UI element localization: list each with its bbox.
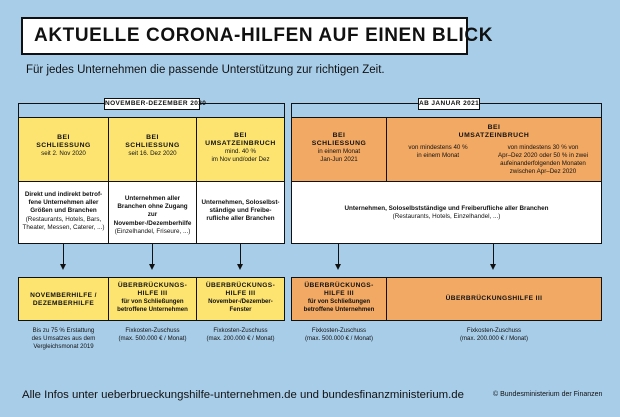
program-subtitle: für von Schließungen betroffene Unternehmen (303, 298, 375, 314)
period-label-nov-dec: NOVEMBER-DEZEMBER 2020 (104, 98, 200, 110)
header-cell-closure-dec (108, 117, 197, 182)
arrow-down-icon (490, 264, 496, 270)
period-label-jan: AB JANUAR 2021 (418, 98, 480, 110)
program-cell-bridging-aid-jan (386, 277, 602, 321)
program-title: ÜBERBRÜCKUNGS- HILFE III (117, 282, 188, 298)
header-title: BEI SCHLIESSUNG (125, 134, 180, 149)
program-subtitle: November-/Dezember- Fenster (208, 298, 273, 314)
info-link-text: Alle Infos unter ueberbrueckungshilfe-unternehmen.de und bundesfinanzministerium.de (22, 389, 464, 401)
description-cell (108, 181, 197, 244)
description-cell (196, 181, 285, 244)
header-title: BEI SCHLIESSUNG (311, 132, 367, 147)
column-footnote: Bis zu 75 % Erstattung des Umsatzes aus dem Vergleichsmonat 2019 (31, 327, 96, 350)
description-examples: (Restaurants, Hotels, Einzelhandel, ...) (392, 213, 501, 221)
description-bold: Direkt und indirekt betrof- fene Unternehmen aller Größen und Branchen (24, 191, 103, 215)
program-title: ÜBERBRÜCKUNGS- HILFE III (205, 282, 276, 298)
header-cell-closure-nov (18, 117, 109, 182)
arrow-line (338, 244, 339, 265)
program-subtitle: für von Schließungen betroffene Unternehmen (117, 298, 188, 314)
arrow-down-icon (149, 264, 155, 270)
arrow-down-icon (60, 264, 66, 270)
program-title: NOVEMBERHILFE / DEZEMBERHILFE (30, 292, 97, 308)
column-footnote: Fixkosten-Zuschuss (max. 500.000 € / Monat) (118, 327, 187, 342)
description-bold: Unternehmen aller Branchen ohne Zugang zur November-/Dezemberhilfe (113, 195, 192, 227)
description-examples: (Einzelhandel, Friseure, ...) (114, 227, 191, 235)
header-subtitle: seit 2. Nov 2020 (41, 150, 86, 157)
column-footnote: Fixkosten-Zuschuss (max. 500.000 € / Monat) (304, 327, 374, 342)
arrow-down-icon (335, 264, 341, 270)
period-bracket-tick-left (18, 103, 19, 117)
program-cell-bridging-aid-closure (108, 277, 197, 321)
header-title: BEI UMSATZEINBRUCH (205, 132, 276, 147)
arrow-line (152, 244, 153, 265)
header-title: BEI SCHLIESSUNG (36, 134, 91, 149)
copyright: © Bundesministerium der Finanzen (493, 391, 603, 398)
page-subtitle: Für jedes Unternehmen die passende Unterstützung zur richtigen Zeit. (26, 64, 385, 76)
header-subtitle: mind. 40 % im Nov und/oder Dez (211, 148, 270, 163)
period-bracket-tick-left (291, 103, 292, 117)
arrow-line (493, 244, 494, 265)
program-cell-bridging-aid-closure-jan (291, 277, 387, 321)
description-bold: Unternehmen, Soloselbstständige und Freiberufliche aller Branchen (344, 205, 549, 212)
program-cell-bridging-aid-window (196, 277, 285, 321)
header-subtitle-left: von mindestens 40 % in einem Monat (408, 144, 468, 159)
header-subtitle-right: von mindestens 30 % von Apr–Dez 2020 oder 50 % in zwei aufeinanderfolgenden Monaten zwischen Apr–Dez 2020 (497, 144, 589, 175)
header-subtitle: seit 16. Dez 2020 (128, 150, 177, 157)
arrow-down-icon (237, 264, 243, 270)
arrow-line (63, 244, 64, 265)
arrow-line (240, 244, 241, 265)
description-examples: (Restaurants, Hotels, Bars, Theater, Messen, Caterer, ...) (22, 215, 105, 231)
header-subtitle: in einem Monat Jan-Jun 2021 (317, 148, 361, 163)
period-bracket-tick-right (284, 103, 285, 117)
description-cell-jan (291, 181, 602, 244)
header-cell-revenue-drop-jan (386, 117, 602, 182)
program-title: ÜBERBRÜCKUNGS- HILFE III (304, 282, 374, 298)
column-footnote: Fixkosten-Zuschuss (max. 200.000 € / Monat) (459, 327, 529, 342)
program-cell-november-december-aid (18, 277, 109, 321)
description-bold: Unternehmen, Soloselbst- ständige und Freibe- rufliche aller Branchen (201, 199, 280, 223)
column-footnote: Fixkosten-Zuschuss (max. 200.000 € / Monat) (206, 327, 275, 342)
header-cell-closure-jan (291, 117, 387, 182)
page-title: AKTUELLE CORONA-HILFEN AUF EINEN BLICK (21, 17, 468, 55)
header-cell-revenue-drop-nov-dec (196, 117, 285, 182)
header-title: BEI UMSATZEINBRUCH (458, 124, 530, 139)
program-title: ÜBERBRÜCKUNGSHILFE III (445, 295, 543, 302)
description-cell (18, 181, 109, 244)
period-bracket-tick-right (601, 103, 602, 117)
